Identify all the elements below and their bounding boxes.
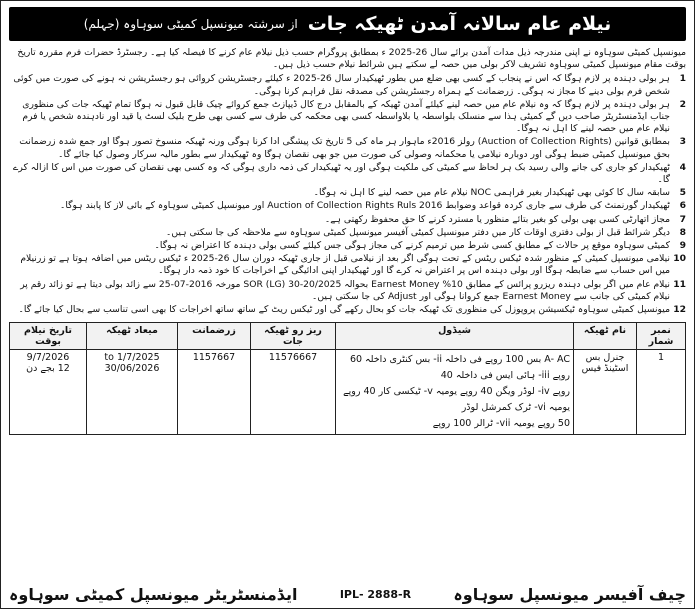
page-subtitle: از سرشتہ میونسپل کمیٹی سوہاوہ (جہلم) <box>83 17 298 31</box>
header-serial: نمبر شمار <box>637 323 686 350</box>
clause-number: 3 <box>679 136 686 148</box>
clause-item <box>9 187 686 199</box>
clause-text: کمیٹی سوہاوہ موقع پر حالات کے مطابق کسی شرط میں ترمیم کرنے کی مجاز ہوگی جس کیلئے کسی بولی دہندہ کا اعتراض نہ ہوگا۔ <box>154 240 670 252</box>
header-band <box>9 7 686 41</box>
period-to: 30/06/2026 <box>104 363 160 375</box>
clause-text: دیگر شرائط قبل از بولی دفتری اوقات کار میں دفتر میونسپل کمیٹی آفیسر میونسپل کمیٹی سوہاوہ سے ملاحظہ کی جا سکتی ہیں۔ <box>166 226 670 238</box>
tender-table <box>9 322 686 435</box>
clause-number: 10 <box>673 253 686 265</box>
clause-number: 5 <box>679 187 686 199</box>
cell-serial: 1 <box>637 350 686 435</box>
ipl-reference: IPL- 2888-R <box>339 588 412 601</box>
clause-text: نیلام عام میں اگر بولی دہندہ ریزرو پرائس کے مطابق 10% Earnest Money بحوالہ 20/2025-30 (LG) SOR مورخہ 2016-07-25 سے زائد بولی دیتا ہے تو زائد رقم پر نیلام کمیٹی کی جانب سے Earnest Money جمع کروانا ہوگی اور Adjust کی جا سکتی ہیں۔ <box>20 278 670 302</box>
clause-item <box>9 200 686 212</box>
cell-name: جنرل بس اسٹینڈ فیس <box>574 350 637 435</box>
clause-number: 11 <box>673 278 686 290</box>
schedule-line: روپے iv- لوڈر ویگن 40 روپے یومیہ v- ٹیکسی کار 40 روپے یومیہ vi- ٹرک کمرشل لوڈر <box>343 386 570 414</box>
cell-schedule <box>336 350 574 435</box>
clause-item <box>9 253 686 277</box>
intro-paragraph: میونسپل کمیٹی سوہاوہ نے اپنی مندرجہ ذیل مدات آمدن برائے سال 26-2025 ء بمطابق پروگرام حسب ذیل نیلام عام کرنے کا فیصلہ کیا ہے۔ رجسٹرڈ حضرات فرم مقررہ تاریخ بوقت مقام میونسپل کمیٹی سوہاوہ تشریف لاکر بولی میں حصہ لے سکتے ہیں شرائط نیلام حسب ذیل ہیں۔ <box>17 47 686 71</box>
header-name: نام ٹھیکہ <box>574 323 637 350</box>
header-period: میعاد ٹھیکہ <box>87 323 178 350</box>
clause-item <box>9 136 686 160</box>
terms-section <box>9 47 686 316</box>
page-title: نیلام عام سالانہ آمدن ٹھیکہ جات <box>307 13 612 35</box>
chief-officer-signature: چیف آفیسر میونسپل سوہاوہ <box>453 585 686 604</box>
administrator-signature: ایڈمنسٹریٹر میونسپل کمیٹی سوہاوہ <box>9 585 298 604</box>
clause-text: سابقہ سال کا کوئی بھی ٹھیکیدار بغیر فراہمی NOC نیلام عام میں حصہ لینے کا اہل نہ ہوگا۔ <box>313 187 670 199</box>
header-reserve: ریز رو ٹھیکہ جات <box>251 323 336 350</box>
table-header-row <box>10 323 686 350</box>
clause-text: ٹھیکیدار گورنمنٹ کی طرف سے جاری کردہ قواعد وضوابط Auction of Collection Rights Ruls 2016 اور میونسپل کمیٹی سوہاوہ کے بائی لاز کا پابند ہوگا۔ <box>59 200 670 212</box>
auction-date: 9/7/2026 <box>26 352 70 364</box>
cell-reserve: 11576667 <box>251 350 336 435</box>
clause-number: 6 <box>679 200 686 212</box>
clause-number: 2 <box>679 98 686 110</box>
clause-number: 8 <box>679 226 686 238</box>
clause-item <box>9 279 686 303</box>
clause-number: 4 <box>679 161 686 173</box>
clause-text: مجاز اتھارٹی کسی بھی بولی کو بغیر بتائے منظور یا مسترد کرنے کا حق محفوظ رکھتی ہے۔ <box>324 213 670 225</box>
clause-item <box>9 162 686 186</box>
clause-item <box>9 214 686 226</box>
clause-number: 7 <box>679 213 686 225</box>
schedule-line: 50 روپے یومیہ vii- ٹرالر 100 روپے <box>432 418 570 430</box>
footer <box>9 568 686 604</box>
period-from: 1/7/2025 to <box>104 352 160 364</box>
cell-period <box>87 350 178 435</box>
clauses-list <box>9 73 686 316</box>
header-schedule: شیڈول <box>336 323 574 350</box>
clause-text: بمطابق قوانین (Auction of Collection Rights) رولز 2016ء ماہوار ہر ماہ کی 5 تاریخ تک پیشگی ادا کرنا ہوگی ورنہ ٹھیکہ منسوخ تصور ہوگا اور جمع شدہ زرضمانت بحق میونسپل کمیٹی ضبط ہوگی اور دوبارہ نیلامی یا محکمانہ وصولی کی صورت میں جو بھی نقصان ہوگا وہ ٹھیکیدار سے بطور مالیہ سرکار وصول کیا جائے گا۔ <box>19 136 670 160</box>
clause-text: نیلامی میونسپل کمیٹی کے منظور شدہ ٹیکس ریٹس کے تحت ہوگی اگر بعد از نیلامی قبل از جاری ٹھیکہ دوران سال 26-2025 ء ٹیکس ریٹس میں اضافہ ہوتا ہے تو زرنیلام میں اس حساب سے ضابطہ ہوگا اور بولی دہندہ اس پر اعتراض نہ کرے گا اور ٹھیکیدار اپنی ادائیگی کے اخراجات کا خود ذمہ دار ہوگا۔ <box>20 253 670 277</box>
tender-table-wrapper <box>9 322 686 435</box>
clause-text: میونسپل کمیٹی سوہاوہ ٹیکسیشن پروپوزل کی منظوری تک ٹھیکہ جات کو بحال رکھے گی اور ٹیکس ریٹ کے ساتھ ساتھ اخراجات کا بھی اسی تناسب سے بحال کیا جائے گا۔ <box>18 304 670 316</box>
header-security: زرضمانت <box>178 323 251 350</box>
clause-item <box>9 304 686 316</box>
cell-date <box>10 350 87 435</box>
auction-time: 12 بجے دن <box>26 363 70 375</box>
clause-item <box>9 99 686 136</box>
schedule-line: A- AC بس 100 روپے فی داخلہ ii- بس کنٹری داخلہ 60 روپے iii- ہائی ایس فی داخلہ 40 <box>349 354 570 382</box>
header-date: تاریخ نیلام بوقت <box>10 323 87 350</box>
clause-number: 12 <box>673 304 686 316</box>
table-row <box>10 350 686 435</box>
clause-text: ہر بولی دہندہ پر لازم ہوگا کہ وہ نیلام عام میں حصہ لینے کیلئے آمدن ٹھیکہ کے بالمقابل درج کال ڈیپازٹ جمع کروائے چیک قابل قبول نہ ہوگا تمام ٹھیکہ جات کی منظوری جناب ایڈمنسٹریٹر صاحب دیں گے کمیٹی ہذا سے منسلک بلواسطہ یا بلاواسطہ کسی بھی محکمہ کی طرف سے کسی بھی طرح بلیک لسٹ یا قید اور نادہندہ شخص یا فرم نیلام عام میں حصہ لینے کا اہل نہ ہوگا۔ <box>22 98 670 135</box>
cell-security: 1157667 <box>178 350 251 435</box>
clause-number: 9 <box>679 240 686 252</box>
clause-item <box>9 240 686 252</box>
clause-item <box>9 227 686 239</box>
clause-text: ہر بولی دہندہ پر لازم ہوگا کہ اس نے پنجاب کے کسی بھی ضلع میں بطور ٹھیکیدار سال 26-2025 ء کیلئے رجسٹریشن کروائی ہو رجسٹریشن نہ ہونے کی صورت میں کوئی شخص فرم بولی دینے کا مجاز نہ ہوگی۔ زرضمانت کے ہمراہ رجسٹریشن کی مصدقہ نقل فراہم کرنا ہوگی۔ <box>13 73 670 97</box>
clause-text: ٹھیکیدار کو جاری کی جانے والی رسید بک ہر لحاظ سے کمیٹی کی ملکیت ہوگی اور یہ ٹھیکیدار کی ذمہ داری ہوگی کہ وہ کسی بھی نقصان کی صورت میں اس کا ازالہ کرے گا۔ <box>13 161 670 186</box>
clause-item <box>9 73 686 97</box>
clause-number: 1 <box>679 73 686 85</box>
